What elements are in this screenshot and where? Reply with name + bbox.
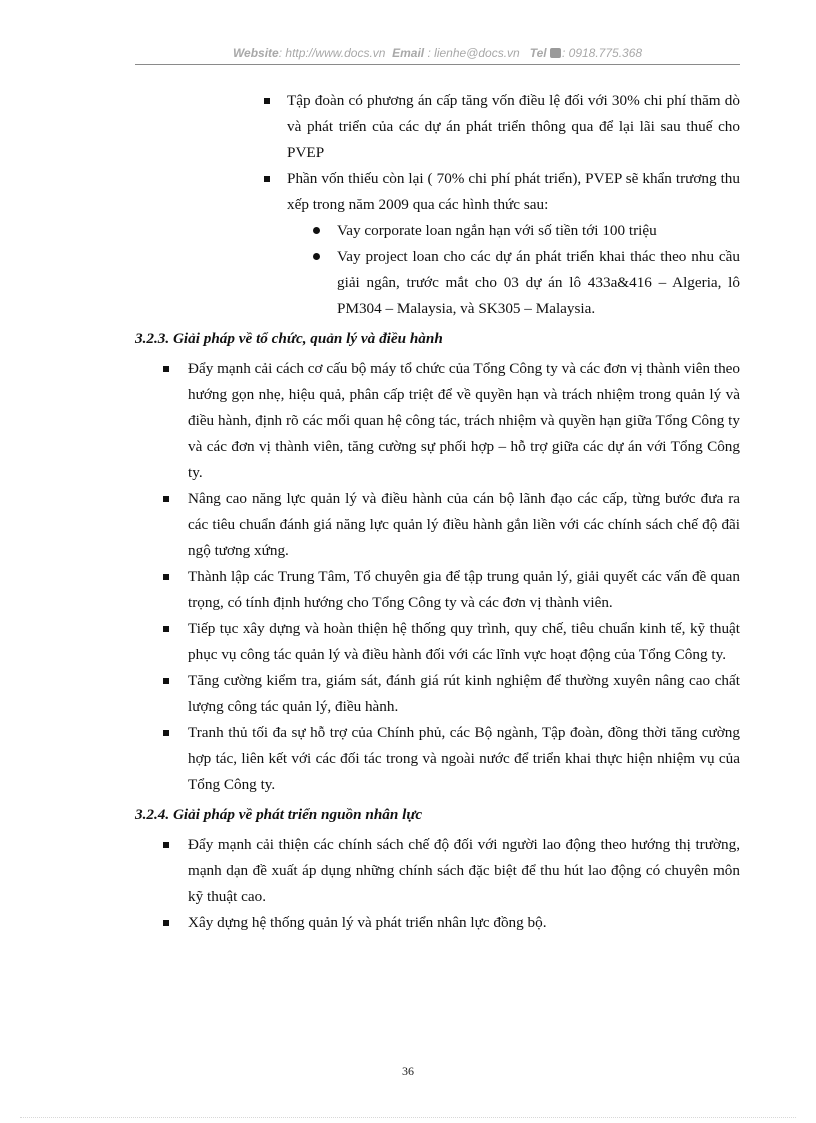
sub-list-item [337,218,740,244]
list-item-text: Tập đoàn có phương án cấp tăng vốn điều lệ đối với 30% chi phí thăm dò và phát triển của các dự án phát triển thông qua để lại lãi sau thuế cho PVEP [287,92,740,161]
round-bullet-icon [313,253,320,260]
list-item-text: Xây dựng hệ thống quản lý và phát triển nhân lực đồng bộ. [188,914,547,931]
list-item-text: Thành lập các Trung Tâm, Tổ chuyên gia để tập trung quản lý, giải quyết các vấn đề quan trọng, có tính định hướng cho Tổng Công ty và các đơn vị thành viên. [188,568,740,611]
list-item [188,356,740,486]
list-item [188,616,740,668]
square-bullet-icon [163,574,169,580]
list-item [188,486,740,564]
section-heading: 3.2.3. Giải pháp về tổ chức, quản lý và điều hành [135,330,443,347]
email-value[interactable]: : lienhe@docs.vn [427,46,520,60]
square-bullet-icon [163,920,169,926]
tel-label: Tel [529,46,547,60]
sub-list-item-text: Vay corporate loan ngắn hạn với số tiền tới 100 triệu [337,222,657,239]
sub-list-item [337,244,740,322]
list-item-text: Phần vốn thiếu còn lại ( 70% chi phí phát triển), PVEP sẽ khẩn trương thu xếp trong năm 2009 qua các hình thức sau: [287,170,740,213]
list-item [188,832,740,910]
list-item-text: Đẩy mạnh cải thiện các chính sách chế độ đối với người lao động theo hướng thị trường, mạnh dạn đề xuất áp dụng những chính sách đặc biệt để thu hút lao động có chuyên môn kỹ thuật cao. [188,836,740,905]
list-item-text: Đẩy mạnh cải cách cơ cấu bộ máy tổ chức của Tổng Công ty và các đơn vị thành viên theo hướng gọn nhẹ, hiệu quả, phân cấp triệt để về quyền hạn và trách nhiệm trong quản lý và điều hành, định rõ các mối quan hệ công tác, trách nhiệm và quyền hạn giữa Tổng Công ty và các đơn vị thành viên, tăng cường sự phối hợp – hỗ trợ giữa các dự án với Tổng Công ty. [188,360,741,481]
square-bullet-icon [163,366,169,372]
square-bullet-icon [163,842,169,848]
list-item [188,564,740,616]
square-bullet-icon [163,626,169,632]
website-value[interactable]: : http://www.docs.vn [278,46,386,60]
list-item-text: Nâng cao năng lực quản lý và điều hành của cán bộ lãnh đạo các cấp, từng bước đưa ra các tiêu chuẩn đánh giá năng lực quản lý điều hành gắn liền với các chính sách chế độ đãi ngộ tương xứng. [188,490,740,559]
round-bullet-icon [313,227,320,234]
list-item-text: Tranh thủ tối đa sự hỗ trợ của Chính phủ, các Bộ ngành, Tập đoàn, đồng thời tăng cường hợp tác, liên kết với các đối tác trong và ngoài nước để triển khai thực hiện nhiệm vụ của Tổng Công ty. [188,724,740,793]
list-item-text: Tăng cường kiểm tra, giám sát, đánh giá rút kinh nghiệm để thường xuyên nâng cao chất lượng công tác quản lý, điều hành. [188,672,740,715]
header-divider [135,64,740,65]
page-header [135,46,740,60]
list-item [188,668,740,720]
square-bullet-icon [264,176,270,182]
list-item [188,720,740,798]
phone-icon [550,48,561,58]
email-label: Email [392,46,425,60]
website-label: Website [232,46,279,60]
page-number: 36 [402,1064,414,1078]
tel-value: : 0918.775.368 [561,46,643,60]
list-item [287,166,740,218]
list-item [188,910,740,936]
list-item-text: Tiếp tục xây dựng và hoàn thiện hệ thống quy trình, quy chế, tiêu chuẩn kinh tế, kỹ thuật phục vụ công tác quản lý và điều hành đối với các lĩnh vực hoạt động của Tổng Công ty. [188,620,740,663]
square-bullet-icon [163,678,169,684]
section-heading: 3.2.4. Giải pháp về phát triển nguồn nhân lực [135,806,423,823]
square-bullet-icon [163,730,169,736]
list-item [287,88,740,166]
document-body [0,88,816,936]
footer-divider [20,1117,796,1118]
sub-list-item-text: Vay project loan cho các dự án phát triển khai thác theo nhu cầu giải ngân, trước mắt cho 03 dự án lô 433a&416 – Algeria, lô PM304 – Malaysia, và SK305 – Malaysia. [337,248,740,317]
square-bullet-icon [163,496,169,502]
square-bullet-icon [264,98,270,104]
